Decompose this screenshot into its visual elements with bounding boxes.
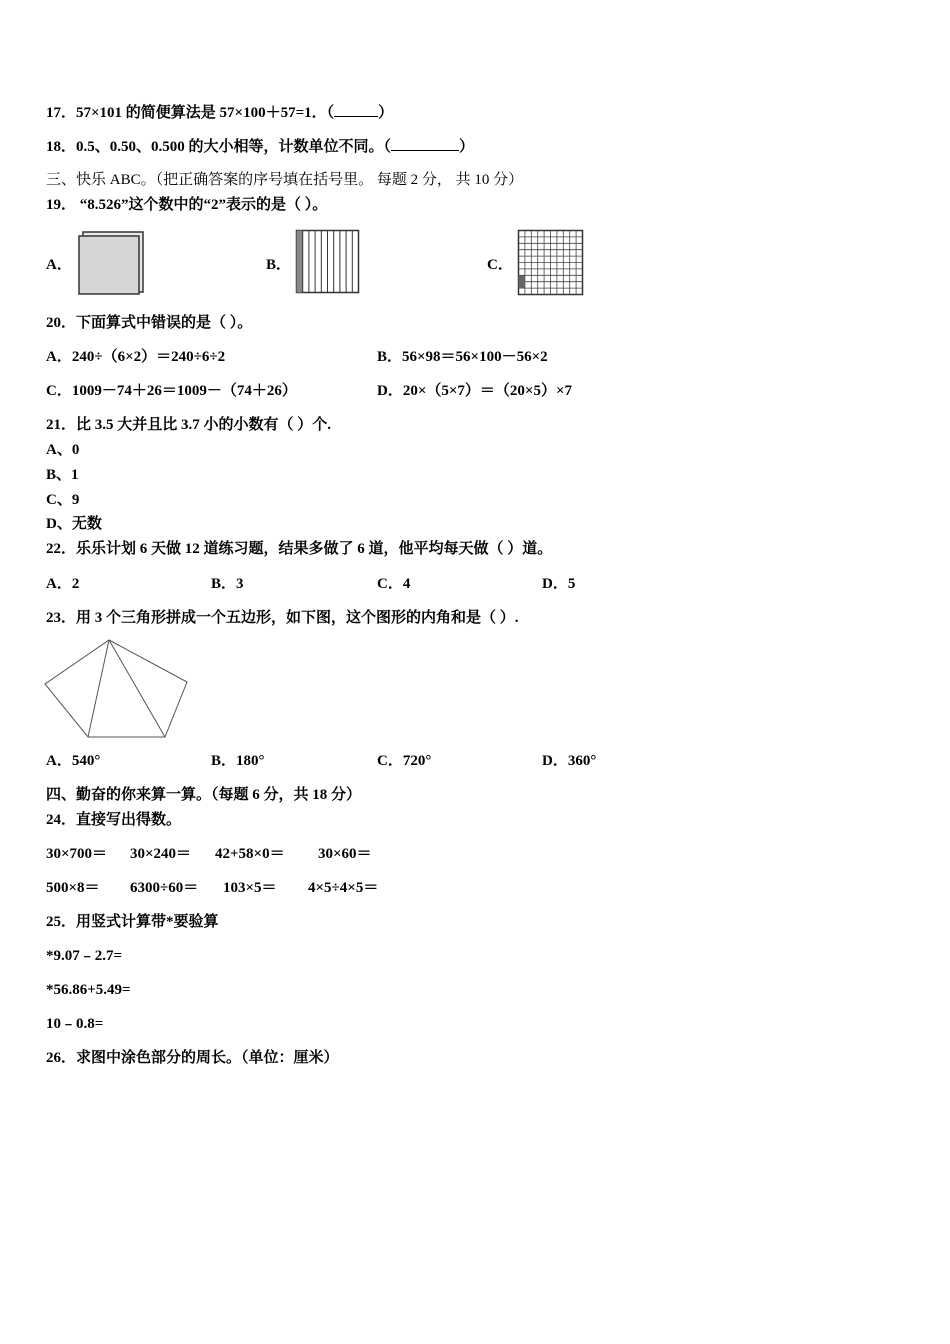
question-17-close: ） xyxy=(378,105,394,121)
q22-option-d: D．5 xyxy=(542,576,576,592)
q24-item: 30×240＝ xyxy=(130,846,192,862)
q23-option-a: A．540° xyxy=(46,753,101,769)
section-4-heading: 四、勤奋的你来算一算。（每题 6 分，共 18 分） xyxy=(46,787,362,803)
q21-option-b: B、1 xyxy=(46,467,79,483)
pentagon-diagonal-1 xyxy=(88,640,109,737)
q24-item: 4×5÷4×5＝ xyxy=(308,880,379,896)
q22-option-a: A．2 xyxy=(46,576,80,592)
q19-option-c-label: C． xyxy=(487,257,513,273)
q20-option-b: B．56×98＝56×100－56×2 xyxy=(377,349,548,365)
q21-option-c: C、9 xyxy=(46,492,80,508)
q21-option-d: D、无数 xyxy=(46,516,102,532)
question-20-stem: 20．下面算式中错误的是（ ）。 xyxy=(46,315,253,331)
q23-option-d: D．360° xyxy=(542,753,597,769)
q25-item-2: *56.86+5.49= xyxy=(46,982,131,998)
q19-option-b-label: B． xyxy=(266,257,292,273)
question-23-stem: 23．用 3 个三角形拼成一个五边形，如下图，这个图形的内角和是（ ）. xyxy=(46,610,519,626)
question-18-close: ） xyxy=(459,139,475,155)
question-25-stem: 25．用竖式计算带*要验算 xyxy=(46,914,219,930)
question-19-stem: 19． “8.526”这个数中的“2”表示的是（ ）。 xyxy=(46,197,328,213)
question-18-text: 18．0.5、0.50、0.500 的大小相等，计数单位不同。（ xyxy=(46,139,392,155)
q20-option-a: A．240÷（6×2）＝240÷6÷2 xyxy=(46,349,226,365)
q24-item: 30×60＝ xyxy=(318,846,372,862)
q19-option-a-label: A． xyxy=(46,257,72,273)
question-17-text: 17．57×101 的简便算法是 57×100＋57=1．（ xyxy=(46,105,335,121)
q23-option-c: C．720° xyxy=(377,753,432,769)
q25-item-1: *9.07﹣2.7= xyxy=(46,948,123,964)
q24-item: 30×700＝ xyxy=(46,846,108,862)
q24-item: 6300÷60＝ xyxy=(130,880,199,896)
q21-option-a: A、0 xyxy=(46,442,80,458)
question-26-stem: 26．求图中涂色部分的周长。（单位：厘米） xyxy=(46,1050,339,1066)
q22-option-c: C．4 xyxy=(377,576,411,592)
q23-option-b: B．180° xyxy=(211,753,265,769)
q24-item: 500×8＝ xyxy=(46,880,100,896)
q25-item-3: 10﹣0.8= xyxy=(46,1016,104,1032)
q20-option-c: C．1009－74＋26＝1009－（74＋26） xyxy=(46,383,297,399)
question-22-stem: 22．乐乐计划 6 天做 12 道练习题，结果多做了 6 道，他平均每天做（ ）道。 xyxy=(46,541,553,557)
question-24-stem: 24．直接写出得数。 xyxy=(46,812,182,828)
question-21-stem: 21．比 3.5 大并且比 3.7 小的小数有（ ）个. xyxy=(46,417,332,433)
q24-item: 103×5＝ xyxy=(223,880,277,896)
section-3-heading: 三、快乐 ABC。（把正确答案的序号填在括号里。 每题 2 分， 共 10 分） xyxy=(46,172,524,188)
pentagon-outline xyxy=(45,640,187,737)
q22-option-b: B．3 xyxy=(211,576,244,592)
q24-item: 42+58×0＝ xyxy=(215,846,285,862)
q20-option-d: D．20×（5×7）＝（20×5）×7 xyxy=(377,383,573,399)
